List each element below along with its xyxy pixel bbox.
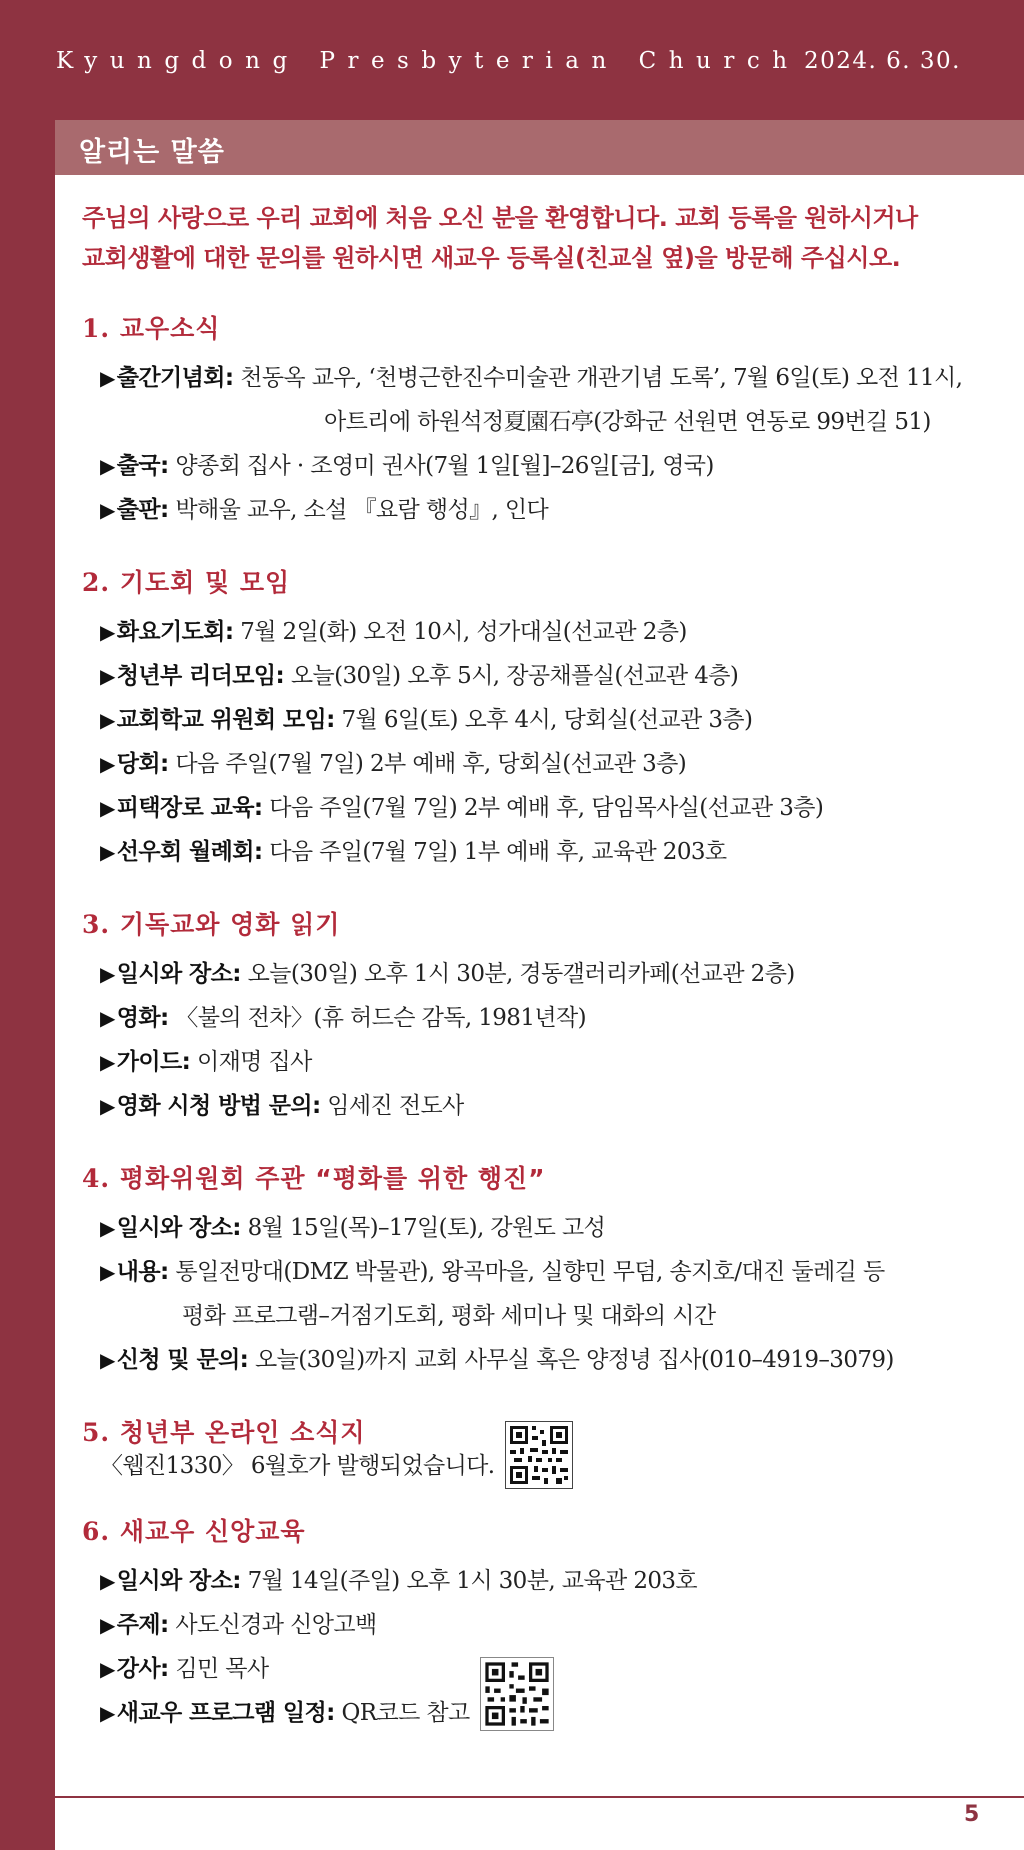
list-item: ▶영화 시청 방법 문의: 임세진 전도사 xyxy=(100,1093,464,1119)
triangle-bullet-icon: ▶ xyxy=(100,708,115,732)
triangle-bullet-icon: ▶ xyxy=(100,664,115,688)
triangle-bullet-icon: ▶ xyxy=(100,1701,115,1725)
qr-code-icon[interactable] xyxy=(480,1657,554,1731)
footer-divider xyxy=(55,1796,1024,1798)
list-item-continuation: 평화 프로그램–거점기도회, 평화 세미나 및 대화의 시간 xyxy=(182,1303,716,1329)
qr-code-icon[interactable] xyxy=(505,1421,573,1489)
section-youth-newsletter xyxy=(82,1416,1007,1489)
list-item: ▶일시와 장소: 오늘(30일) 오후 1시 30분, 경동갤러리카페(선교관 2층) xyxy=(100,961,795,987)
list-item: ▶가이드: 이재명 집사 xyxy=(100,1049,312,1075)
triangle-bullet-icon: ▶ xyxy=(100,796,115,820)
welcome-message xyxy=(82,198,1007,278)
section-peace-march xyxy=(82,1162,1007,1382)
section-film-reading xyxy=(82,908,1007,1128)
announcements-bar xyxy=(55,120,1024,175)
section-heading: 5. 청년부 온라인 소식지 xyxy=(82,1418,366,1447)
section-member-news xyxy=(82,312,1007,532)
triangle-bullet-icon: ▶ xyxy=(100,1094,115,1118)
triangle-bullet-icon: ▶ xyxy=(100,1348,115,1372)
triangle-bullet-icon: ▶ xyxy=(100,1260,115,1284)
welcome-line-2: 교회생활에 대한 문의를 원하시면 새교우 등록실(친교실 옆)을 방문해 주십시오. xyxy=(82,244,901,272)
announcements-title: 알리는 말씀 xyxy=(79,137,225,168)
list-item: ▶내용: 통일전망대(DMZ 박물관), 왕곡마을, 실향민 무덤, 송지호/대진 둘레길 등 xyxy=(100,1259,885,1285)
list-item-continuation: 아트리에 하원석정夏園石亭(강화군 선원면 연동로 99번길 51) xyxy=(324,409,931,435)
list-item: ▶출국: 양종회 집사 · 조영미 권사(7월 1일[월]–26일[금], 영국) xyxy=(100,453,714,479)
list-item: ▶선우회 월례회: 다음 주일(7월 7일) 1부 예배 후, 교육관 203호 xyxy=(100,839,727,865)
triangle-bullet-icon: ▶ xyxy=(100,366,115,390)
section-heading: 3. 기독교와 영화 읽기 xyxy=(82,910,341,939)
list-item: ▶영화: 〈불의 전차〉(휴 허드슨 감독, 1981년작) xyxy=(100,1005,586,1031)
triangle-bullet-icon: ▶ xyxy=(100,1216,115,1240)
list-item: ▶화요기도회: 7월 2일(화) 오전 10시, 성가대실(선교관 2층) xyxy=(100,619,687,645)
section-heading: 4. 평화위원회 주관 “평화를 위한 행진” xyxy=(82,1164,546,1193)
bulletin-date: 2024. 6. 30. xyxy=(804,48,961,74)
section-heading: 2. 기도회 및 모임 xyxy=(82,568,291,597)
list-item: ▶피택장로 교육: 다음 주일(7월 7일) 2부 예배 후, 담임목사실(선교관 3층) xyxy=(100,795,824,821)
list-item: ▶일시와 장소: 8월 15일(목)–17일(토), 강원도 고성 xyxy=(100,1215,606,1241)
list-item: ▶새교우 프로그램 일정: QR코드 참고 xyxy=(82,1691,1007,1735)
triangle-bullet-icon: ▶ xyxy=(100,840,115,864)
triangle-bullet-icon: ▶ xyxy=(100,962,115,986)
list-item: ▶교회학교 위원회 모임: 7월 6일(토) 오후 4시, 당회실(선교관 3층) xyxy=(100,707,753,733)
welcome-line-1: 주님의 사랑으로 우리 교회에 처음 오신 분을 환영합니다. 교회 등록을 원하시거나 xyxy=(82,204,918,232)
list-item xyxy=(82,1444,1007,1489)
section-heading: 1. 교우소식 xyxy=(82,314,221,343)
list-item: ▶출판: 박해울 교우, 소설 『요람 행성』, 인다 xyxy=(100,497,549,523)
section-heading: 6. 새교우 신앙교육 xyxy=(82,1517,306,1546)
triangle-bullet-icon: ▶ xyxy=(100,752,115,776)
list-item: ▶신청 및 문의: 오늘(30일)까지 교회 사무실 혹은 양정녕 집사(010–4919–3079) xyxy=(100,1347,894,1373)
section-new-member-education xyxy=(82,1515,1007,1735)
triangle-bullet-icon: ▶ xyxy=(100,1569,115,1593)
list-item: ▶주제: 사도신경과 신앙고백 xyxy=(100,1612,377,1638)
triangle-bullet-icon: ▶ xyxy=(100,1657,115,1681)
church-name: Kyungdong Presbyterian Church xyxy=(56,48,800,74)
triangle-bullet-icon: ▶ xyxy=(100,1613,115,1637)
list-item: ▶출간기념회: 천동옥 교우, ‘천병근한진수미술관 개관기념 도록’, 7월 6일(토) 오전 11시, xyxy=(100,365,963,391)
list-item: ▶청년부 리더모임: 오늘(30일) 오후 5시, 장공채플실(선교관 4층) xyxy=(100,663,739,689)
triangle-bullet-icon: ▶ xyxy=(100,1006,115,1030)
list-item: ▶강사: 김민 목사 xyxy=(100,1656,269,1682)
announcements-content xyxy=(82,198,1007,1735)
left-border-bar xyxy=(0,0,55,1850)
list-item: ▶당회: 다음 주일(7월 7일) 2부 예배 후, 당회실(선교관 3층) xyxy=(100,751,687,777)
triangle-bullet-icon: ▶ xyxy=(100,498,115,522)
newsletter-text: 〈웹진1330〉 6월호가 발행되었습니다. xyxy=(100,1453,495,1479)
page-number: 5 xyxy=(964,1802,980,1827)
triangle-bullet-icon: ▶ xyxy=(100,620,115,644)
triangle-bullet-icon: ▶ xyxy=(100,454,115,478)
list-item: ▶일시와 장소: 7월 14일(주일) 오후 1시 30분, 교육관 203호 xyxy=(100,1568,698,1594)
triangle-bullet-icon: ▶ xyxy=(100,1050,115,1074)
page-header xyxy=(0,0,1024,120)
section-prayer-meetings xyxy=(82,566,1007,874)
